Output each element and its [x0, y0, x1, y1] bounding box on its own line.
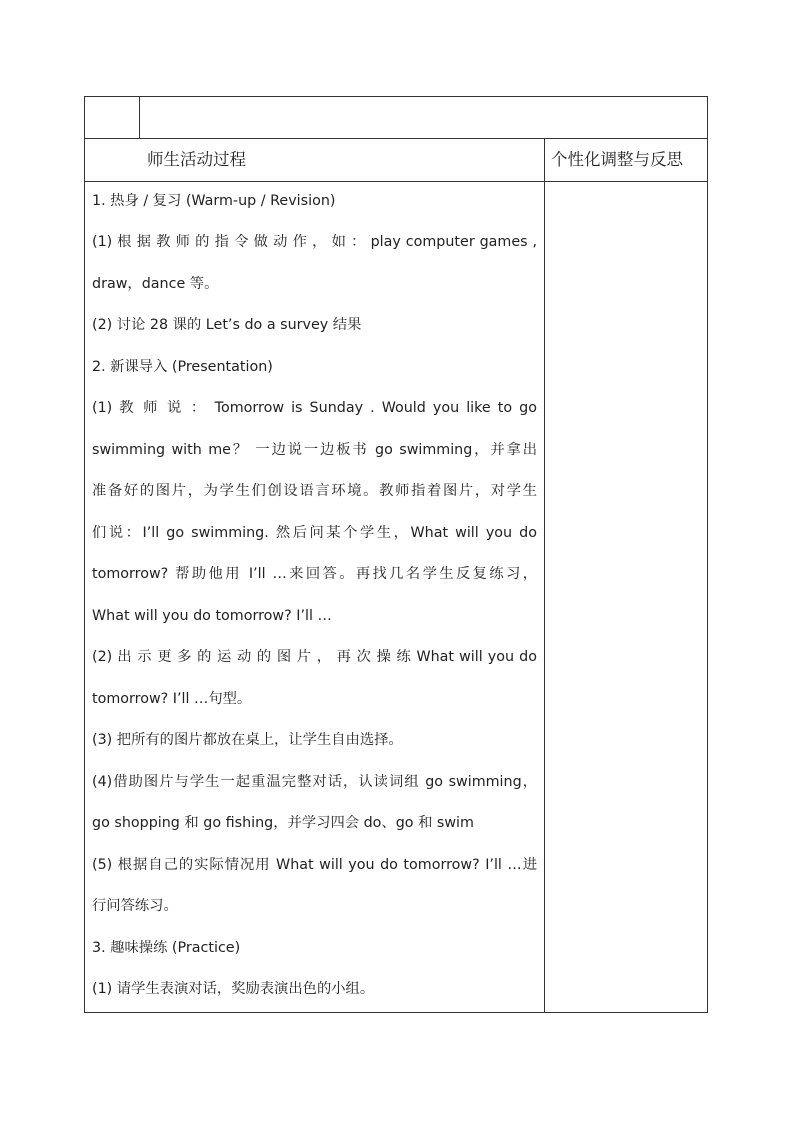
content-line: What will you do tomorrow? I’ll … [92, 608, 332, 624]
table-top-row [85, 97, 707, 139]
content-line: (1) 根 据 教 师 的 指 令 做 动 作 ， 如 ： play computer games , [92, 234, 537, 250]
header-personal-adjustment-reflection: 个性化调整与反思 [551, 150, 683, 169]
content-line: swimming with me？ 一边说一边板书 go swimming，并拿出 [92, 442, 537, 458]
content-line: 行问答练习。 [92, 898, 178, 914]
content-line: 1. 热身 / 复习 (Warm-up / Revision) [92, 193, 336, 209]
content-line: 们说：I’ll go swimming. 然后问某个学生，What will you do [92, 525, 537, 541]
content-line: (2) 出 示 更 多 的 运 动 的 图 片 ， 再 次 操 练 What will you do [92, 649, 537, 665]
content-line: tomorrow? 帮助他用 I’ll …来回答。再找几名学生反复练习， [92, 566, 537, 582]
content-line: (5) 根据自己的实际情况用 What will you do tomorrow? I’ll …进 [92, 857, 537, 873]
table-header-row [85, 139, 707, 182]
content-line: 2. 新课导入 (Presentation) [92, 359, 273, 375]
table-top-left-cell [85, 97, 140, 139]
content-line: (3) 把所有的图片都放在桌上，让学生自由选择。 [92, 732, 403, 748]
content-line: tomorrow? I’ll …句型。 [92, 691, 252, 707]
content-line: go shopping 和 go fishing，并学习四会 do、go 和 swim [92, 815, 474, 831]
content-line: (1) 请学生表演对话，奖励表演出色的小组。 [92, 981, 375, 997]
lesson-plan-table [84, 96, 708, 1013]
content-line: (1) 教 师 说 ： Tomorrow is Sunday . Would you like to go [92, 400, 537, 416]
content-line: (2) 讨论 28 课的 Let’s do a survey 结果 [92, 317, 362, 333]
content-line: 准备好的图片，为学生们创设语言环境。教师指着图片，对学生 [92, 483, 537, 499]
header-teacher-student-activities: 师生活动过程 [147, 150, 246, 169]
content-line: (4)借助图片与学生一起重温完整对话，认读词组 go swimming， [92, 774, 537, 790]
content-line: 3. 趣味操练 (Practice) [92, 940, 241, 956]
column-divider [544, 139, 545, 1012]
content-line: draw，dance 等。 [92, 276, 219, 292]
